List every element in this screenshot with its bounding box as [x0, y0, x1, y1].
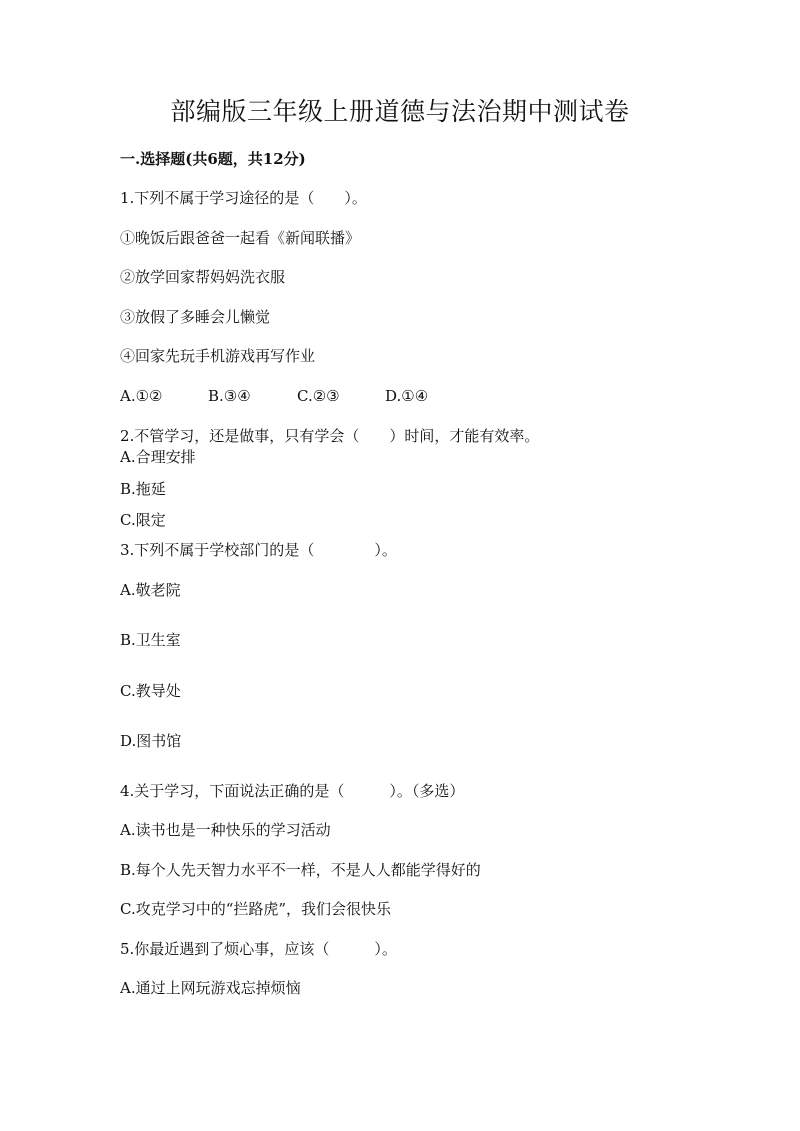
question-4-option-a: A.读书也是一种快乐的学习活动 — [120, 821, 331, 839]
question-5-stem: 5.你最近遇到了烦心事，应该（ ）。 — [120, 940, 397, 958]
question-1-item: ③放假了多睡会儿懒觉 — [120, 308, 271, 326]
question-4-option-c: C.攻克学习中的“拦路虎”，我们会很快乐 — [120, 900, 392, 918]
question-3-option-c: C.教导处 — [120, 682, 181, 700]
question-1-stem: 1.下列不属于学习途径的是（ ）。 — [120, 189, 367, 207]
question-2-option-b: B.拖延 — [120, 480, 166, 498]
question-2-option-c: C.限定 — [120, 511, 166, 529]
question-1-item: ④回家先玩手机游戏再写作业 — [120, 347, 316, 365]
question-1-option-b: B.③④ — [208, 387, 251, 405]
question-1-option-a: A.①② — [120, 387, 163, 405]
question-5-option-a: A.通过上网玩游戏忘掉烦恼 — [120, 979, 301, 997]
question-3-option-a: A.敬老院 — [120, 581, 181, 599]
question-3-option-d: D.图书馆 — [120, 732, 182, 750]
question-1-option-c: C.②③ — [297, 387, 340, 405]
question-1-item: ②放学回家帮妈妈洗衣服 — [120, 268, 286, 286]
page-title: 部编版三年级上册道德与法治期中测试卷 — [170, 97, 630, 126]
question-3-stem: 3.下列不属于学校部门的是（ ）。 — [120, 541, 397, 559]
question-1-options — [120, 386, 520, 406]
question-1-option-d: D.①④ — [385, 387, 429, 405]
section-heading: 一.选择题(共6题，共12分) — [120, 150, 306, 168]
question-3-option-b: B.卫生室 — [120, 631, 181, 649]
question-4-option-b: B.每个人先天智力水平不一样，不是人人都能学得好的 — [120, 861, 481, 879]
question-2-stem: 2.不管学习，还是做事，只有学会（ ）时间，才能有效率。 — [120, 427, 540, 445]
question-4-stem: 4.关于学习，下面说法正确的是（ ）。（多选） — [120, 782, 465, 800]
question-2-option-a: A.合理安排 — [120, 448, 196, 466]
question-1-item: ①晚饭后跟爸爸一起看《新闻联播》 — [120, 229, 361, 247]
